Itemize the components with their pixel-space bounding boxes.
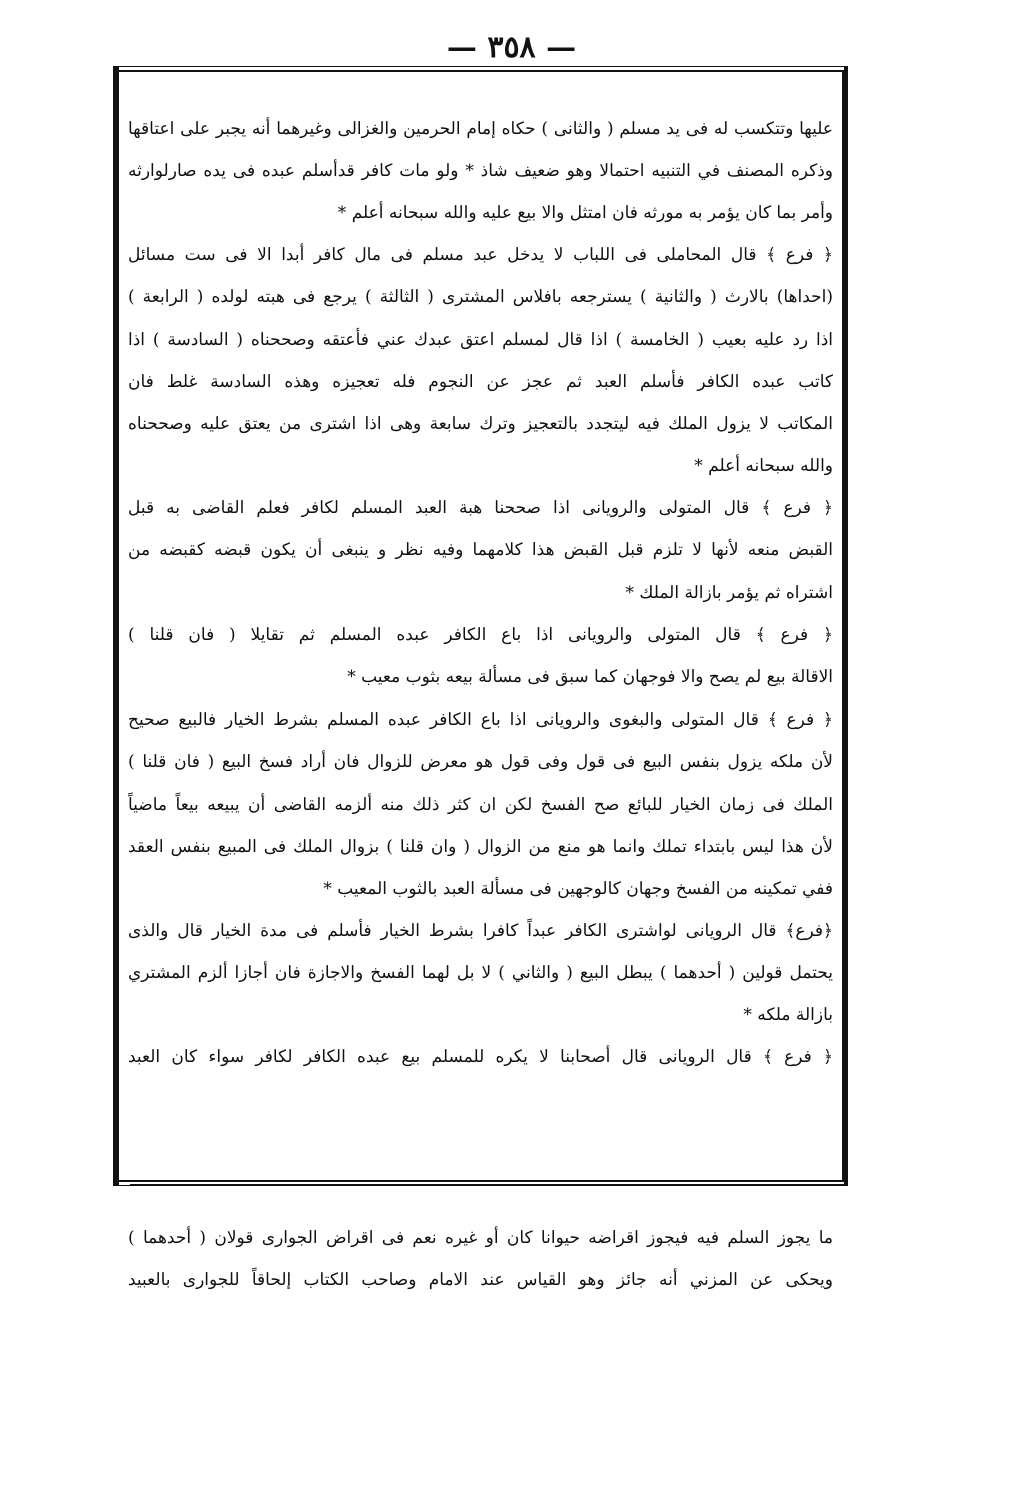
page-number: — ٣٥٨ — (446, 30, 577, 65)
main-text (128, 108, 833, 1079)
text-line: ﴿ فرع ﴾ قال المتولى والرويانى اذا باع الكافر عبده المسلم ثم تقايلا ( فان قلنا ) (128, 625, 833, 645)
text-line: كاتب عبده الكافر فأسلم العبد ثم عجز عن النجوم فله تعجيزه وهذه السادسة غلط فان (128, 372, 833, 392)
text-line: ﴿ فرع ﴾ قال المحاملى فى اللباب لا يدخل عبد مسلم فى مال كافر أبدا الا فى ست مسائل (128, 245, 833, 265)
footnote-text (128, 1217, 833, 1301)
text-line: ﴿ فرع ﴾ قال المتولى والبغوى والرويانى اذا باع الكافر عبده المسلم بشرط الخيار فالبيع صحيح (128, 710, 833, 730)
text-line: لأن هذا ليس بابتداء تملك وانما هو منع من الزوال ( وان قلنا ) بزوال الملك فى المبيع بنفس العقد (128, 837, 833, 857)
text-line: عليها وتتكسب له فى يد مسلم ( والثانى ) حكاه إمام الحرمين والغزالى وغيرهما أنه يجبر على اعتاقها (128, 119, 833, 139)
text-line: اذا رد عليه بعيب ( الخامسة ) اذا قال لمسلم اعتق عبدك عني فأعتقه وصححناه ( السادسة ) اذا (128, 330, 833, 350)
text-line: ففي تمكينه من الفسخ وجهان كالوجهين فى مسألة العبد بالثوب المعيب * (323, 879, 833, 899)
footnote-separator (130, 1184, 844, 1186)
footnote-line: ما يجوز السلم فيه فيجوز اقراضه حيوانا كان أو غيره نعم فى اقراض الجوارى قولان ( أحدهما ) (128, 1228, 833, 1248)
footnote-line: ويحكى عن المزني أنه جائز وهو القياس عند الامام وصاحب الكتاب إلحاقاً للجوارى بالعبيد (128, 1270, 833, 1290)
text-line: المكاتب لا يزول الملك فيه ليتجدد بالتعجيز وترك سابعة وهى اذا اشترى من يعتق عليه وصححناه (128, 414, 833, 434)
text-line: ﴿فرع﴾ قال الرويانى لواشترى الكافر عبداً كافرا بشرط الخيار فأسلم فى مدة الخيار قال والذى (128, 921, 833, 941)
text-line: وذكره المصنف في التنبيه احتمالا وهو ضعيف شاذ * ولو مات كافر قدأسلم عبده فى يده صارلوارثه (128, 161, 833, 181)
text-line: وأمر بما كان يؤمر به مورثه فان امتثل والا بيع عليه والله سبحانه أعلم * (337, 203, 833, 223)
text-line: اشتراه ثم يؤمر بازالة الملك * (625, 583, 833, 603)
text-line: الاقالة بيع لم يصح والا فوجهان كما سبق فى مسألة بيعه بثوب معيب * (347, 667, 833, 687)
text-line: (احداها) بالارث ( والثانية ) يسترجعه بافلاس المشترى ( الثالثة ) يرجع فى هبته لولده ( الرابعة ) (128, 287, 833, 307)
text-line: الملك فى زمان الخيار للبائع صح الفسخ لكن ان كثر ذلك منه ألزمه القاضى أن يبيعه بيعاً ماضياً (128, 795, 833, 815)
text-line: بازالة ملكه * (743, 1005, 833, 1025)
text-line: القبض منعه لأنها لا تلزم قبل القبض هذا كلامهما وفيه نظر و ينبغى أن يكون قبضه كقبضه من (128, 540, 833, 560)
text-line: ﴿ فرع ﴾ قال الرويانى قال أصحابنا لا يكره للمسلم بيع عبده الكافر لكافر سواء كان العبد (128, 1047, 833, 1067)
text-line: لأن ملكه يزول بنفس البيع فى قول وفى قول هو معرض للزوال فان أراد فسخ البيع ( فان قلنا ) (128, 752, 833, 772)
text-line: ﴿ فرع ﴾ قال المتولى والرويانى اذا صححنا هبة العبد المسلم لكافر فعلم القاضى به قبل (128, 498, 833, 518)
text-line: يحتمل قولين ( أحدهما ) يبطل البيع ( والثاني ) لا بل لهما الفسخ والاجازة فان أجازا ألزم المشتري (128, 963, 833, 983)
text-line: والله سبحانه أعلم * (694, 456, 833, 476)
